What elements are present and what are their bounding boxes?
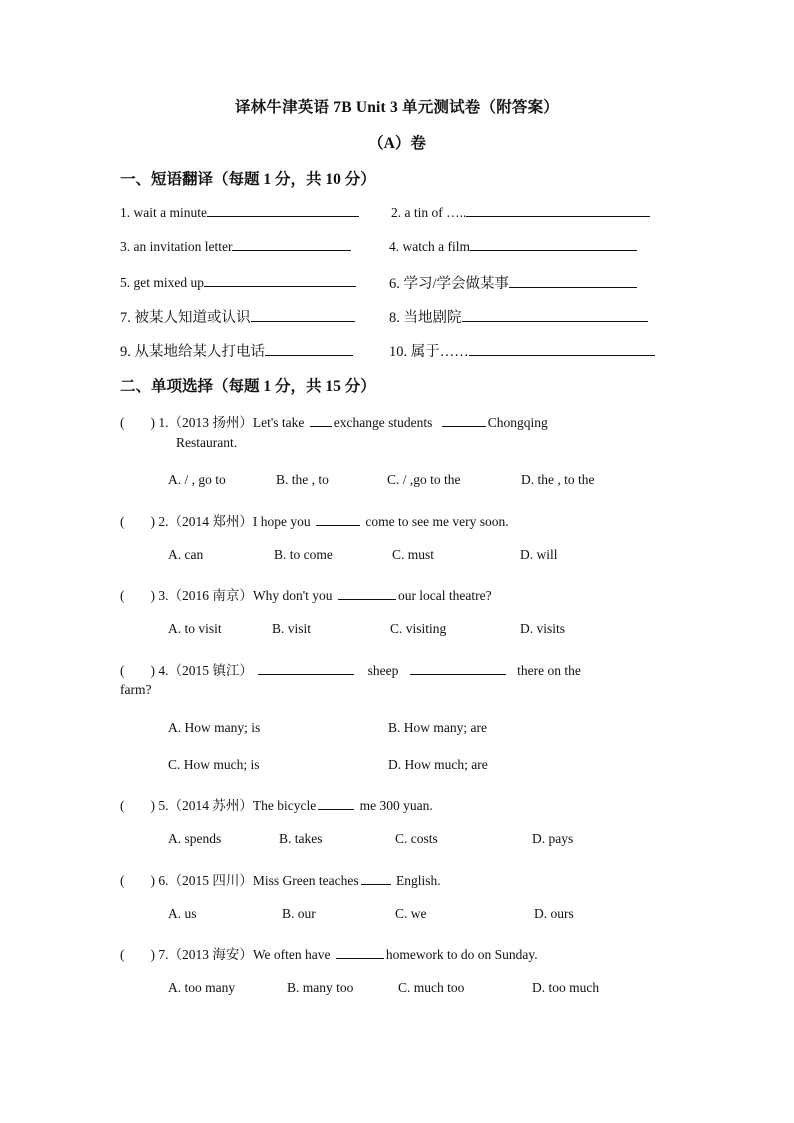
answer-paren-close[interactable]: ): [150, 415, 155, 430]
question-text: sheep: [367, 663, 399, 678]
answer-paren-close[interactable]: ): [150, 663, 155, 678]
phrase-item: [120, 202, 359, 221]
question-7: [120, 943, 538, 963]
section1-heading: 一、短语翻译（每题 1 分，共 10 分）: [120, 171, 376, 188]
answer-blank[interactable]: [207, 202, 359, 217]
answer-blank[interactable]: [204, 272, 356, 287]
phrase-label: 3. an invitation letter: [120, 239, 233, 254]
answer-blank[interactable]: [466, 202, 650, 217]
phrase-item: [120, 236, 351, 255]
phrase-label: 6. 学习/学会做某事: [389, 276, 510, 292]
answer-blank[interactable]: [258, 662, 354, 675]
phrase-item: [391, 202, 650, 221]
answer-paren-close[interactable]: ): [150, 588, 155, 603]
question-3: [120, 584, 492, 604]
question-continuation: farm?: [120, 682, 152, 697]
option-b[interactable]: B. many too: [287, 980, 354, 995]
option-b[interactable]: B. our: [282, 906, 316, 921]
phrase-label: 9. 从某地给某人打电话: [120, 344, 265, 360]
answer-paren-open[interactable]: (: [120, 588, 125, 603]
answer-paren-open[interactable]: (: [120, 514, 125, 529]
option-d[interactable]: D. visits: [520, 621, 566, 636]
question-5: [120, 794, 433, 814]
question-text: 2.（2014 郑州）I hope you: [158, 514, 311, 529]
section2-heading: 二、单项选择（每题 1 分，共 15 分）: [120, 378, 376, 395]
document-subtitle: （A）卷: [368, 135, 426, 152]
answer-paren-open[interactable]: (: [120, 415, 125, 430]
answer-paren-close[interactable]: ): [150, 514, 155, 529]
answer-blank[interactable]: [470, 236, 637, 251]
document-title: 译林牛津英语 7B Unit 3 单元测试卷（附答案）: [234, 99, 560, 116]
option-c[interactable]: C. much too: [398, 980, 465, 995]
phrase-label: 7. 被某人知道或认识: [120, 310, 251, 326]
question-text: exchange students: [333, 415, 433, 430]
question-text: 6.（2015 四川）Miss Green teaches: [158, 873, 359, 888]
answer-paren-open[interactable]: (: [120, 947, 125, 962]
phrase-label: 10. 属于……: [389, 344, 469, 360]
option-d[interactable]: D. will: [520, 547, 558, 562]
answer-blank[interactable]: [462, 307, 648, 322]
question-text: homework to do on Sunday.: [385, 947, 538, 962]
question-text: English.: [395, 873, 441, 888]
question-continuation: Restaurant.: [176, 435, 238, 450]
answer-paren-open[interactable]: (: [120, 798, 125, 813]
phrase-row: [120, 236, 680, 258]
option-b[interactable]: B. the , to: [276, 472, 329, 487]
question-text: 5.（2014 苏州）The bicycle: [158, 798, 317, 813]
phrase-row: [120, 202, 680, 224]
answer-blank[interactable]: [442, 414, 486, 427]
answer-blank[interactable]: [251, 307, 355, 322]
answer-paren-close[interactable]: ): [150, 873, 155, 888]
option-a[interactable]: A. / , go to: [168, 472, 226, 487]
option-d[interactable]: D. How much; are: [388, 757, 488, 772]
option-d[interactable]: D. the , to the: [521, 472, 595, 487]
phrase-item: [120, 306, 355, 327]
phrase-item: [389, 340, 655, 361]
phrase-row: [120, 272, 680, 294]
option-a[interactable]: A. can: [168, 547, 204, 562]
option-c[interactable]: C. we: [395, 906, 427, 921]
question-2: [120, 510, 509, 530]
question-text: 1.（2013 扬州）Let's take: [158, 415, 305, 430]
question-text: there on the: [517, 663, 581, 678]
answer-paren-close[interactable]: ): [150, 798, 155, 813]
option-a[interactable]: A. to visit: [168, 621, 222, 636]
question-text: 3.（2016 南京）Why don't you: [158, 588, 333, 603]
option-c[interactable]: C. How much; is: [168, 757, 260, 772]
answer-blank[interactable]: [336, 946, 384, 959]
option-c[interactable]: C. visiting: [390, 621, 447, 636]
phrase-item: [389, 272, 637, 293]
answer-blank[interactable]: [310, 414, 332, 427]
phrase-item: [389, 236, 637, 255]
option-a[interactable]: A. spends: [168, 831, 222, 846]
question-4: [120, 659, 581, 679]
option-a[interactable]: A. How many; is: [168, 720, 261, 735]
question-text: 4.（2015 镇江）: [158, 663, 253, 678]
question-1: [120, 411, 548, 431]
option-b[interactable]: B. visit: [272, 621, 312, 636]
option-c[interactable]: C. costs: [395, 831, 438, 846]
answer-paren-open[interactable]: (: [120, 663, 125, 678]
option-c[interactable]: C. must: [392, 547, 435, 562]
answer-blank[interactable]: [410, 662, 506, 675]
question-6: [120, 869, 441, 889]
question-text: me 300 yuan.: [359, 798, 433, 813]
option-d[interactable]: D. too much: [532, 980, 600, 995]
question-text: come to see me very soon.: [365, 514, 509, 529]
phrase-label: 8. 当地剧院: [389, 310, 462, 326]
question-text: Chongqing: [487, 415, 548, 430]
answer-blank[interactable]: [265, 341, 353, 356]
answer-blank[interactable]: [318, 797, 354, 810]
answer-blank[interactable]: [469, 341, 655, 356]
phrase-label: 5. get mixed up: [120, 275, 204, 290]
answer-blank[interactable]: [316, 513, 360, 526]
phrase-item: [389, 306, 648, 327]
phrase-item: [120, 340, 353, 361]
option-b[interactable]: B. How many; are: [388, 720, 487, 735]
option-c[interactable]: C. / ,go to the: [387, 472, 461, 487]
answer-blank[interactable]: [232, 236, 351, 251]
option-d[interactable]: D. pays: [532, 831, 574, 846]
phrase-label: 2. a tin of …..: [391, 205, 467, 220]
phrase-row: [120, 306, 680, 328]
option-d[interactable]: D. ours: [534, 906, 574, 921]
question-text: our local theatre?: [397, 588, 492, 603]
phrase-label: 4. watch a film: [389, 239, 470, 254]
answer-blank[interactable]: [361, 872, 391, 885]
phrase-row: [120, 340, 680, 362]
phrase-label: 1. wait a minute: [120, 205, 207, 220]
phrase-item: [120, 272, 356, 291]
option-b[interactable]: B. takes: [279, 831, 323, 846]
answer-paren-close[interactable]: ): [150, 947, 155, 962]
answer-blank[interactable]: [338, 587, 396, 600]
option-a[interactable]: A. too many: [168, 980, 236, 995]
option-b[interactable]: B. to come: [274, 547, 333, 562]
answer-paren-open[interactable]: (: [120, 873, 125, 888]
answer-blank[interactable]: [509, 273, 637, 288]
option-a[interactable]: A. us: [168, 906, 197, 921]
question-text: 7.（2013 海安）We often have: [158, 947, 331, 962]
